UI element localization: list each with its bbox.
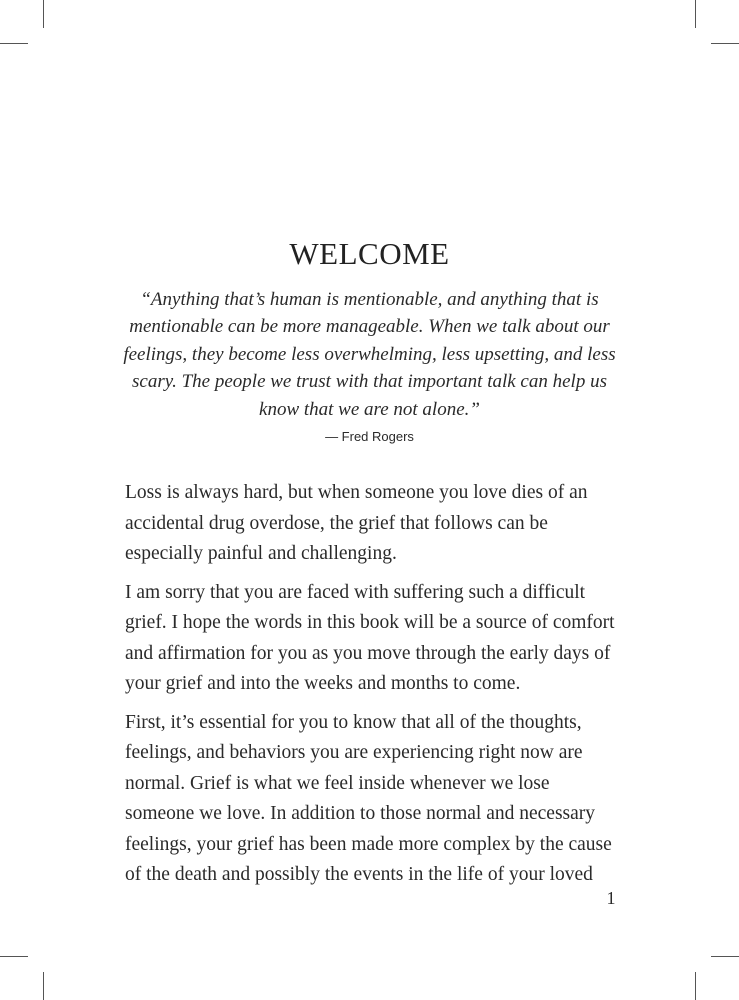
crop-mark-bottom-left-vertical: [43, 972, 44, 1000]
epigraph-attribution: — Fred Rogers: [325, 429, 414, 444]
crop-mark-top-right-horizontal: [711, 43, 739, 44]
crop-mark-bottom-right-horizontal: [711, 956, 739, 957]
body-text: [125, 478, 617, 899]
crop-mark-bottom-right-vertical: [695, 972, 696, 1000]
crop-mark-top-left-horizontal: [0, 43, 28, 44]
crop-mark-top-left-vertical: [43, 0, 44, 28]
paragraph: First, it’s essential for you to know that all of the thoughts, feelings, and behaviors you are experiencing right now are normal. Grief is what we feel inside whenever we lose someone we love. In addition to those normal and necessary feelings, your grief has been made more complex by the cause of the death and possibly the events in the life of your loved: [125, 711, 612, 885]
page-number: 1: [606, 888, 616, 908]
page-title: WELCOME: [289, 236, 450, 271]
crop-mark-bottom-left-horizontal: [0, 956, 28, 957]
paragraph: Loss is always hard, but when someone you love dies of an accidental drug overdose, the grief that follows can be especially painful and challenging.: [125, 482, 588, 564]
crop-mark-top-right-vertical: [695, 0, 696, 28]
paragraph: I am sorry that you are faced with suffering such a difficult grief. I hope the words in this book will be a source of comfort and affirmation for you as you move through the early days of your grief and into the weeks and months to come.: [125, 581, 615, 694]
epigraph-quote: “Anything that’s human is mentionable, and anything that is mentionable can be more manageable. When we talk about our feelings, they become less overwhelming, less upsetting, and less scary. The people we trust with that important talk can help us know that we are not alone.”: [123, 289, 616, 420]
